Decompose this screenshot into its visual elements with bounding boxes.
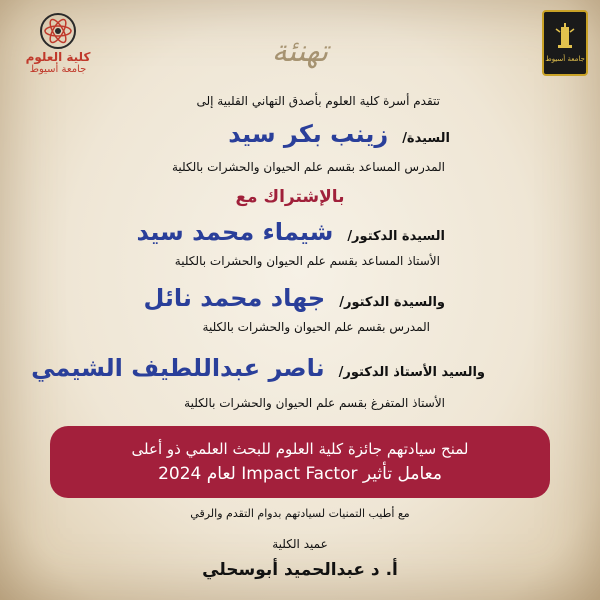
dean-name: أ. د عبدالحميد أبوسحلي [202,560,398,580]
intro-text: تتقدم أسرة كلية العلوم بأصدق التهاني القلبية إلى [196,94,440,108]
award-banner-line1: لمنح سيادتهم جائزة كلية العلوم للبحث العلمي ذو أعلى [131,440,469,458]
coauthor-position: الأستاذ المتفرغ بقسم علم الحيوان والحشرات بالكلية [184,396,445,410]
faculty-name: كلية العلوم [25,50,91,64]
coauthor-position: المدرس بقسم علم الحيوان والحشرات بالكلية [202,320,430,334]
faculty-university: جامعة أسيوط [29,64,87,75]
coauthor-name: جهاد محمد نائل [143,284,326,312]
coauthor-row [0,284,445,312]
coauthor-row [0,354,485,382]
recipient-position: المدرس المساعد بقسم علم الحيوان والحشرات بالكلية [171,160,445,174]
award-banner-line2: معامل تأثير Impact Factor لعام 2024 [158,464,442,484]
university-logo [542,10,588,90]
with-label: بالإشتراك مع [235,187,345,207]
award-banner [50,426,550,498]
coauthor-row [0,218,445,246]
coauthor-position: الأستاذ المساعد بقسم علم الحيوان والحشرات بالكلية [174,254,440,268]
closing-text: مع أطيب التمنيات لسيادتهم بدوام التقدم والرقي [190,507,410,520]
coauthor-title: والسيد الأستاذ الدكتور/ [338,365,485,380]
coauthor-title: السيدة الدكتور/ [347,229,445,244]
dean-label: عميد الكلية [272,537,328,551]
coauthor-name: شيماء محمد سيد [136,218,334,246]
university-logo-text: جامعة أسيوط [545,55,585,63]
atom-emblem-icon [38,12,78,50]
congratulations-calligraphy: تهنئة [271,34,329,69]
university-seal-icon [542,10,588,76]
coauthor-title: والسيدة الدكتور/ [339,295,445,310]
recipient-row [0,120,450,148]
faculty-logo [18,12,98,88]
coauthor-name: ناصر عبداللطيف الشيمي [31,354,325,382]
recipient-title: السيدة/ [402,131,450,146]
recipient-name: زينب بكر سيد [228,120,389,148]
